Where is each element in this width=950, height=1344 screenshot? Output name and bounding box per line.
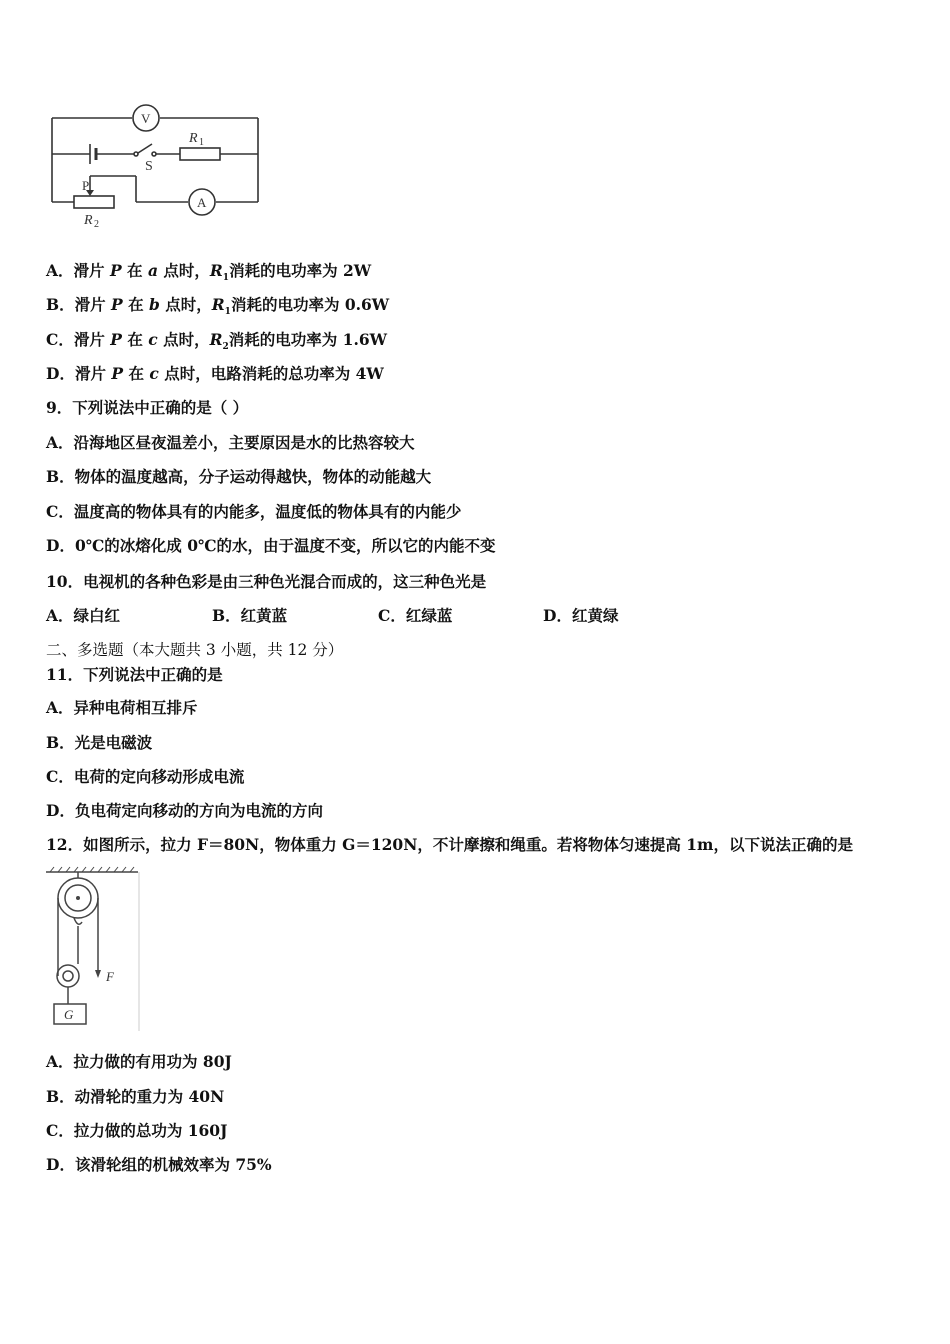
q10-option-b: B．红黄蓝 (212, 606, 288, 625)
r1-sub: 1 (199, 137, 204, 148)
q9-stem: 9．下列说法中正确的是（ ） (46, 398, 249, 417)
r1-label: R (189, 131, 198, 146)
voltmeter-label: V (141, 111, 151, 126)
q12-option-c: C．拉力做的总功为 160J (46, 1121, 228, 1140)
q9-option-b: B．物体的温度越高，分子运动得越快，物体的动能越大 (46, 467, 432, 486)
q10-option-d: D．红黄绿 (543, 606, 619, 625)
q10-option-c: C．红绿蓝 (378, 606, 453, 625)
q11-option-a: A．异种电荷相互排斥 (46, 698, 198, 717)
q11-option-b: B．光是电磁波 (46, 733, 153, 752)
q9-option-d: D．0℃的冰熔化成 0℃的水，由于温度不变，所以它的内能不变 (46, 536, 496, 555)
q9-option-a: A．沿海地区昼夜温差小，主要原因是水的比热容较大 (46, 433, 415, 452)
q12-option-a: A．拉力做的有用功为 80J (46, 1052, 232, 1071)
switch-label: S (145, 159, 153, 174)
q12-option-d: D．该滑轮组的机械效率为 75% (46, 1155, 272, 1174)
q8-option-a: A．滑片 P 在 a 点时，$R_1$消耗的电功率为 2W (46, 261, 372, 284)
q11-stem: 11．下列说法中正确的是 (46, 665, 223, 684)
weight-label: G (64, 1007, 74, 1022)
r2-label: R (84, 213, 93, 228)
circuit-diagram (44, 96, 269, 236)
q11-option-c: C．电荷的定向移动形成电流 (46, 767, 245, 786)
q9-option-c: C．温度高的物体具有的内能多，温度低的物体具有的内能少 (46, 502, 462, 521)
q10-stem: 10．电视机的各种色彩是由三种色光混合而成的，这三种色光是 (46, 572, 487, 591)
q12-option-b: B．动滑轮的重力为 40N (46, 1087, 225, 1106)
r2-sub: 2 (94, 219, 99, 230)
section-heading: 二、多选题（本大题共 3 小题，共 12 分） (46, 641, 344, 659)
slider-label: P (82, 178, 90, 193)
q10-option-a: A．绿白红 (46, 606, 121, 625)
ammeter-label: A (197, 195, 207, 210)
q12-stem: 12．如图所示，拉力 F＝80N，物体重力 G＝120N，不计摩擦和绳重。若将物体匀速提高 1m，以下说法正确的是 (46, 835, 853, 854)
q8-option-b: B．滑片 P 在 b 点时，$R_1$消耗的电功率为 0.6W (46, 295, 390, 318)
q8-option-c: C．滑片 P 在 c 点时，$R_2$消耗的电功率为 1.6W (46, 330, 388, 353)
force-label: F (106, 969, 114, 984)
pulley-diagram (44, 866, 144, 1034)
q11-option-d: D．负电荷定向移动的方向为电流的方向 (46, 801, 323, 820)
q8-option-d: D．滑片 P 在 c 点时，电路消耗的总功率为 4W (46, 364, 384, 383)
